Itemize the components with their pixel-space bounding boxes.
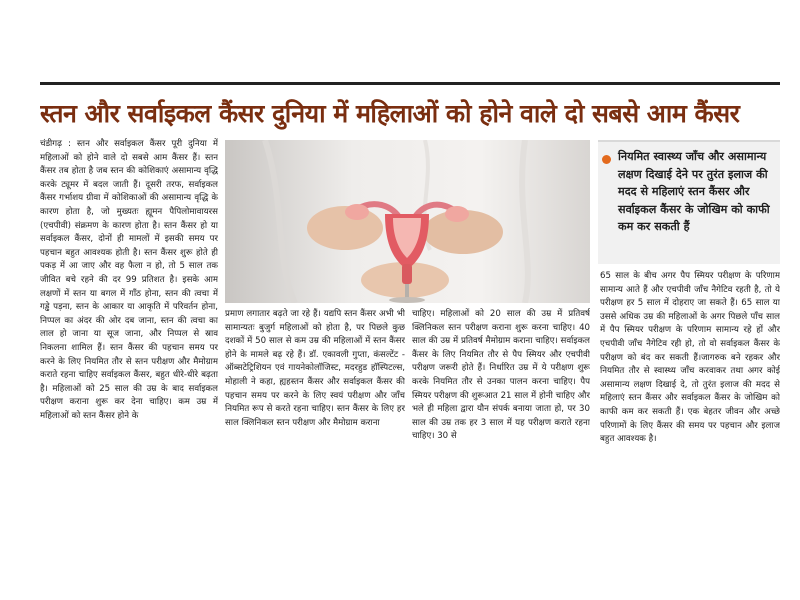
article-column-3: चाहिए। महिलाओं को 20 साल की उम्र में प्रतिवर्ष क्लिनिकल स्तन परीक्षण कराना शुरू करना चाहिए। 40 साल की उम्र में प्रतिवर्ष मैमोग्राम कराना चाहिए। सर्वाइकल कैंसर के लिए नियमित तौर से पैप स्मियर और एचपीवी परीक्षण जरूरी होते हैं। निर्धारित उम्र में ये परीक्षण शुरू करके नियमित तौर से उनका पालन करना चाहिए। पैप स्मियर परीक्षण की शुरूआत 21 साल में होनी चाहिए और भले ही महिला द्वारा यौन संपर्क बनाया जाता हो, पर 30 साल की उम्र तक हर 3 साल में यह परीक्षण कराते रहना चाहिए। 30 से [412, 309, 590, 442]
article-photo [225, 140, 590, 303]
article-column-1: चंडीगढ़ : स्तन और सर्वाइकल कैंसर पूरी दुनिया में महिलाओं को होने वाले दो सबसे आम कैंसर हैं। स्तन कैंसर तब होता है जब स्तन की कोशिकाएं असामान्य वृद्धि करके ट्यूमर में बदल जाती हैं। दूसरी तरफ, सर्वाइकल कैंसर गर्भाशय ग्रीवा में कोशिकाओं की असामान्य वृद्धि के कारण होता है, जो मुख्यतः ह्यूमन पैपिलोमावायरस (एचपीवी) संक्रमण के कारण होता है। स्तन कैंसर हो या सर्वाइकल कैंसर, दोनों ही मामलों में इसकी समय पर पहचान बहुत आवश्यक होती है। स्तन कैंसर शुरू होते ही पकड़ में आ जाए और वह फैला न हो, तो 5 साल तक जीवित बचे रहने की दर 99 प्रतिशत है। इसके आम लक्षणों में स्तन या बगल में गाँठ होना, स्तन की त्वचा में गड्ढे पड़ना, स्तन के आकार या आकृति में परिवर्तन होना, निप्पल का अंदर की ओर दब जाना, स्तन की त्वचा का लाल हो जाना या सूज जाना, और निप्पल से स्राव निकलना शामिल हैं। स्तन कैंसर की पहचान समय पर करने के लिए नियमित तौर से स्तन परीक्षण और मैमोग्राम कराते रहना चाहिए सर्वाइकल कैंसर, बहुत धीरे-धीरे बढ़ता है। महिलाओं को 25 साल की उम्र के बाद सर्वाइकल परीक्षण कराना शुरू कर देना चाहिए। कम उम्र में महिलाओं को स्तन कैंसर होने के [40, 139, 218, 421]
article-column-4: 65 साल के बीच अगर पैप स्मियर परीक्षण के परिणाम सामान्य आते हैं और एचपीवी जाँच नैगेटिव रहती है, तो ये परीक्षण हर 5 साल में दोहराए जा सकते हैं। 65 साल या उससे अधिक उम्र की महिलाओं के अगर पिछले पाँच साल में पैप स्मियर परीक्षण के परिणाम सामान्य रहे हों और एचपीवी जाँच नैगेटिव रही हो, तो वो सर्वाइकल कैंसर के परीक्षण को बंद कर सकती हैं।जागरुक बने रहकर और नियमित तौर से स्वास्थ्य जाँच करवाकर तथा अगर कोई असामान्य लक्षण दिखाई दे, तो तुरंत इलाज की मदद से महिलाएं स्तन कैंसर और सर्वाइकल कैंसर के जोखिम को काफी कम कर सकती हैं। एक बेहतर जीवन और अच्छे परिणामों के लिए कैंसर की समय पर पहचान और इलाज बहुत आवश्यक है। [600, 271, 780, 445]
article-column-2: प्रमाण लगातार बढ़ते जा रहे हैं। यद्यपि स्तन कैंसर अभी भी सामान्यतः बुजुर्ग महिलाओं को होता है, पर पिछले कुछ दशकों में 50 साल से कम उम्र की महिलाओं में स्तन कैंसर होने के मामले बढ़ रहे हैं। डॉ. एकावली गुप्ता, कंसल्टेंट - ऑब्सटेट्रिशियन एवं गायनेकोलॉजिस्ट, मदरहुड हॉस्पिटल्स, मोहाली ने कहा, ह्यहस्तन कैंसर और सर्वाइकल कैंसर की पहचान समय पर करने के लिए स्वयं परीक्षण और जाँच नियमित रूप से करते रहना चाहिए। स्तन कैंसर के लिए हर साल क्लिनिकल स्तन परीक्षण और मैमोग्राम कराना [225, 309, 405, 428]
headline: स्तन और सर्वाइकल कैंसर दुनिया में महिलाओं को होने वाले दो सबसे आम कैंसर [40, 99, 740, 128]
photo-uterus-model-illustration [225, 140, 590, 303]
top-rule [40, 82, 780, 85]
callout-box [598, 140, 780, 264]
callout-text: नियमित स्वास्थ्य जाँच और असामान्य लक्षण दिखाई देने पर तुरंत इलाज की मदद से महिलाएं स्तन कैंसर और सर्वाइकल कैंसर के जोखिम को काफी कम कर सकती हैं [618, 150, 770, 233]
bullet-dot-icon [602, 155, 611, 164]
